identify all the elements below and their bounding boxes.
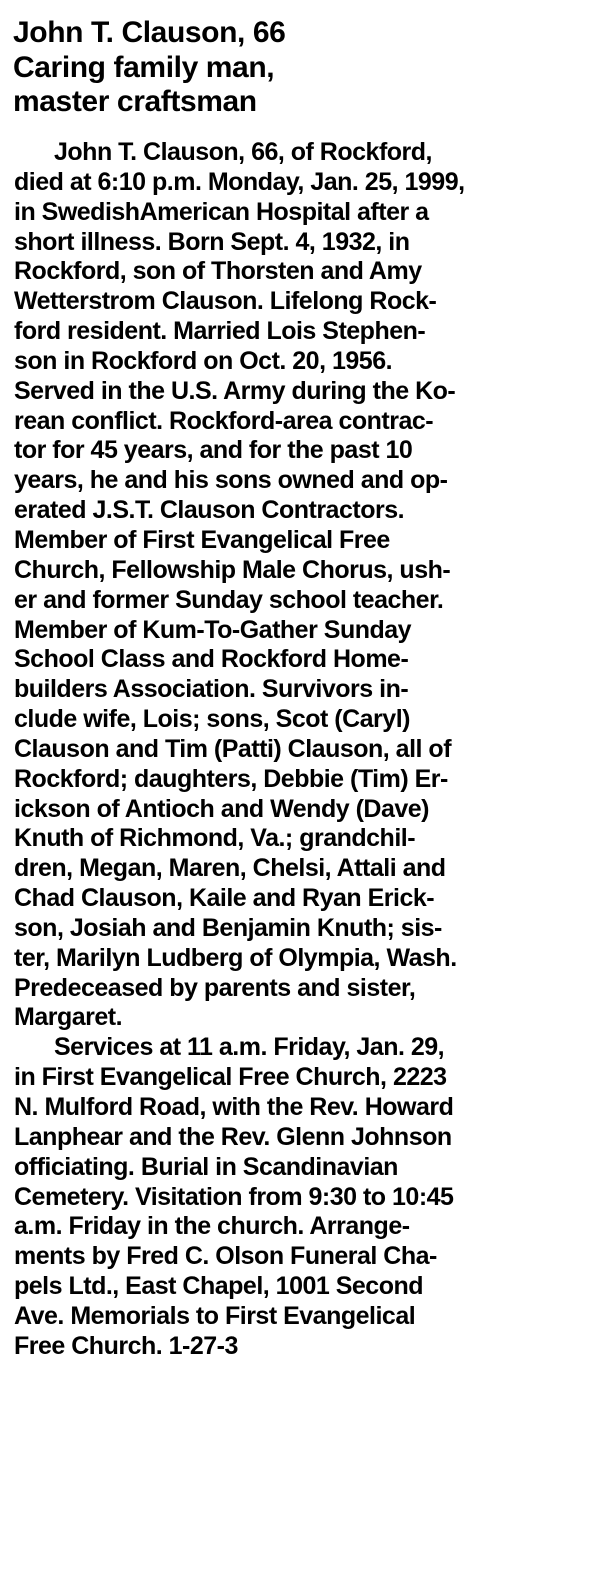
- text-line: Ave. Memorials to First Evangelical: [14, 1301, 416, 1330]
- text-line: erated J.S.T. Clauson Contractors.: [14, 496, 405, 525]
- text-line: Member of First Evangelical Free: [14, 525, 390, 554]
- text-line: officiating. Burial in Scandinavian: [14, 1152, 398, 1181]
- text-line: pels Ltd., East Chapel, 1001 Second: [14, 1272, 424, 1301]
- text-line: years, he and his sons owned and op-: [14, 466, 448, 495]
- text-line: tor for 45 years, and for the past 10: [14, 436, 413, 465]
- text-line: Cemetery. Visitation from 9:30 to 10:45: [14, 1182, 454, 1211]
- text-line: Predeceased by parents and sister,: [14, 973, 416, 1002]
- text-line: Wetterstrom Clauson. Lifelong Rock-: [14, 287, 437, 316]
- text-line: died at 6:10 p.m. Monday, Jan. 25, 1999,: [14, 167, 465, 196]
- text-line: er and former Sunday school teacher.: [14, 585, 444, 614]
- text-line: Clauson and Tim (Patti) Clauson, all of: [14, 734, 452, 763]
- obituary-body: [14, 138, 582, 1362]
- text-line: Margaret.: [14, 1003, 123, 1032]
- text-line: in First Evangelical Free Church, 2223: [14, 1063, 447, 1092]
- text-line: Chad Clauson, Kaile and Ryan Erick-: [14, 884, 435, 913]
- text-line: ments by Fred C. Olson Funeral Cha-: [14, 1242, 437, 1271]
- text-line: Lanphear and the Rev. Glenn Johnson: [14, 1122, 452, 1151]
- text-line: clude wife, Lois; sons, Scot (Caryl): [14, 705, 410, 734]
- text-line: a.m. Friday in the church. Arrange-: [14, 1212, 410, 1241]
- text-line: rean conflict. Rockford-area contrac-: [14, 406, 434, 435]
- text-line: Free Church. 1-27-3: [14, 1331, 238, 1360]
- text-line: Served in the U.S. Army during the Ko-: [14, 376, 456, 405]
- text-line: Church, Fellowship Male Chorus, ush-: [14, 555, 451, 584]
- text-line: ford resident. Married Lois Stephen-: [14, 317, 426, 346]
- text-line: dren, Megan, Maren, Chelsi, Attali and: [14, 854, 446, 883]
- text-line: son in Rockford on Oct. 20, 1956.: [14, 346, 393, 375]
- text-line: ickson of Antioch and Wendy (Dave): [14, 794, 429, 823]
- text-line: Services at 11 a.m. Friday, Jan. 29,: [54, 1033, 445, 1062]
- text-line: Knuth of Richmond, Va.; grandchil-: [14, 824, 416, 853]
- text-line: ter, Marilyn Ludberg of Olympia, Wash.: [14, 943, 457, 972]
- text-line: son, Josiah and Benjamin Knuth; sis-: [14, 913, 442, 942]
- text-line: John T. Clauson, 66, of Rockford,: [54, 138, 432, 166]
- text-line: School Class and Rockford Home-: [14, 645, 409, 674]
- headline: [13, 16, 593, 120]
- text-line: Member of Kum-To-Gather Sunday: [14, 615, 412, 644]
- obituary-paragraph: [14, 1033, 582, 1361]
- headline-line: John T. Clauson, 66: [13, 16, 286, 49]
- text-line: short illness. Born Sept. 4, 1932, in: [14, 227, 410, 256]
- text-line: builders Association. Survivors in-: [14, 675, 409, 704]
- text-line: in SwedishAmerican Hospital after a: [14, 197, 429, 226]
- headline-line: master craftsman: [13, 85, 257, 118]
- text-line: Rockford, son of Thorsten and Amy: [14, 257, 422, 286]
- text-line: Rockford; daughters, Debbie (Tim) Er-: [14, 764, 448, 793]
- obituary-paragraph: [14, 138, 582, 1033]
- headline-line: Caring family man,: [13, 50, 275, 84]
- text-line: N. Mulford Road, with the Rev. Howard: [14, 1093, 454, 1121]
